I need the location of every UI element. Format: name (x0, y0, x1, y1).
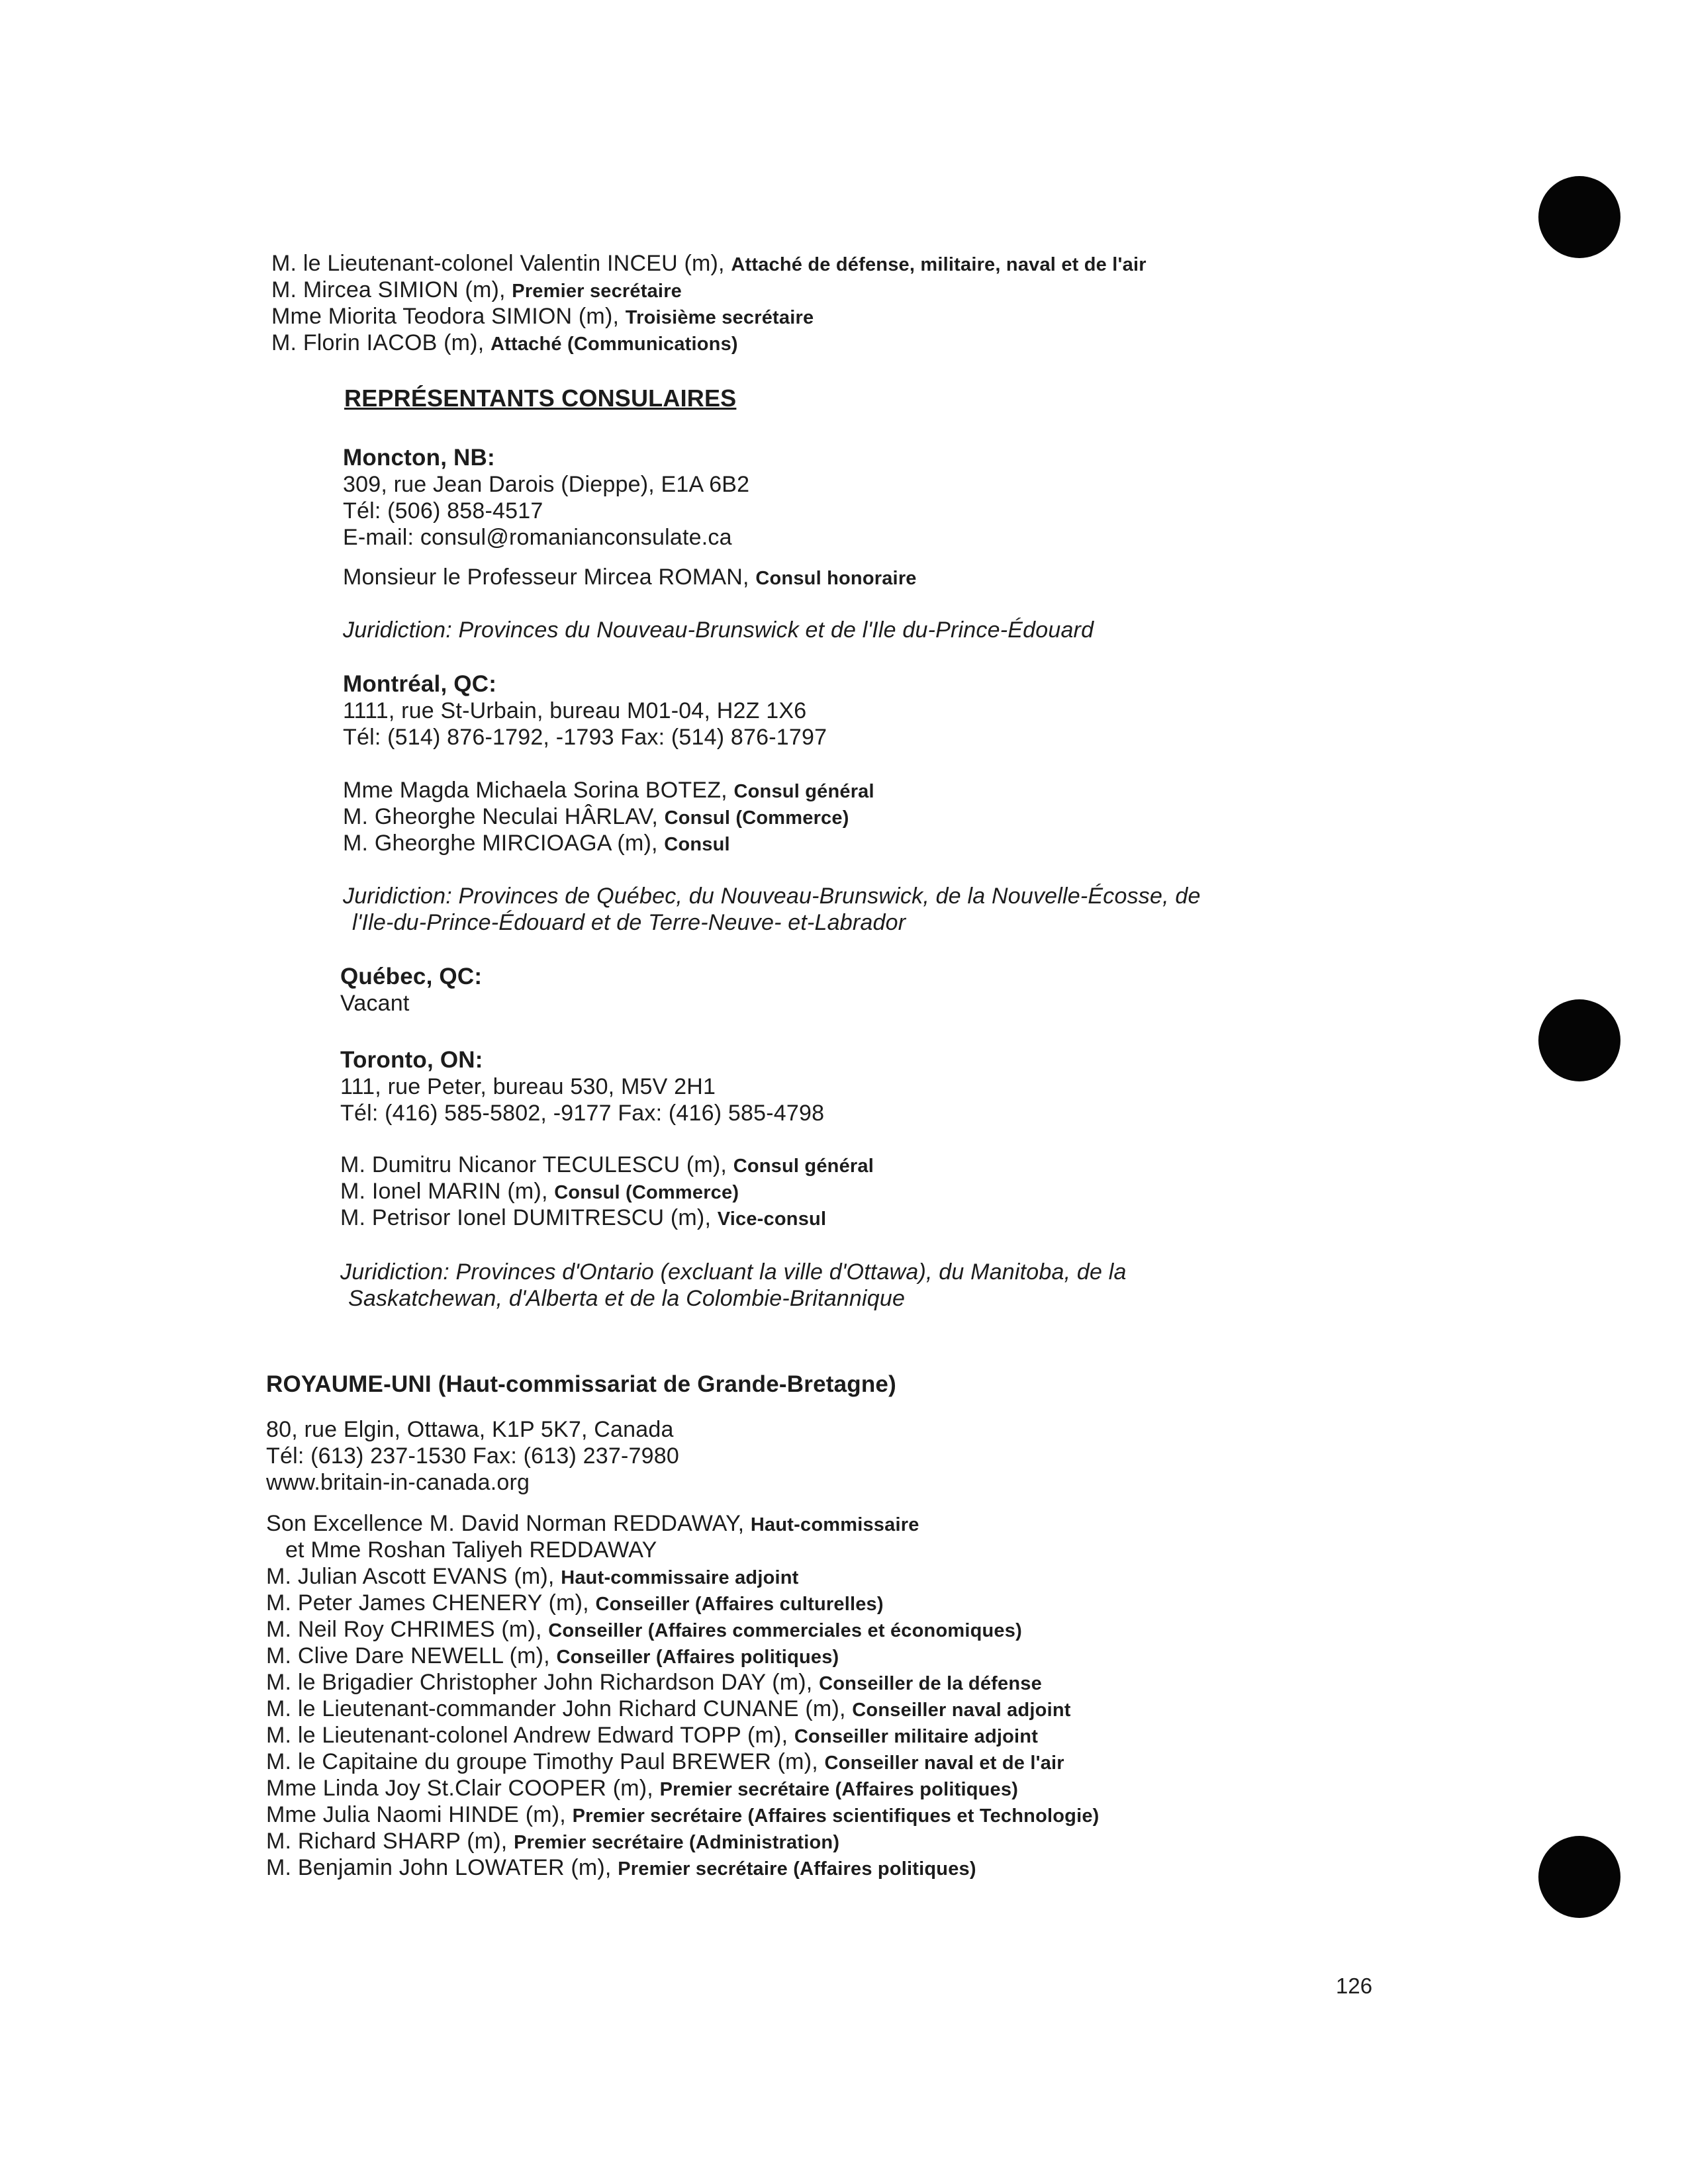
staff-title: Conseiller de la défense (819, 1673, 1042, 1694)
punch-hole-middle (1538, 999, 1620, 1081)
staff-name: et Mme Roshan Taliyeh REDDAWAY (266, 1537, 657, 1563)
staff-line (343, 803, 849, 831)
staff-name: M. Dumitru Nicanor TECULESCU (m), (340, 1152, 733, 1177)
staff-name: M. Clive Dare NEWELL (m), (266, 1643, 557, 1668)
jurisdiction: l'Ile-du-Prince-Édouard et de Terre-Neuve- et-Labrador (352, 910, 906, 935)
staff-line (271, 277, 682, 304)
staff-line (266, 1775, 1018, 1803)
staff-line (343, 564, 917, 592)
staff-name: Monsieur le Professeur Mircea ROMAN, (343, 565, 756, 590)
staff-line (266, 1749, 1064, 1776)
staff-title: Conseiller (Affaires commerciales et économiques) (548, 1620, 1022, 1641)
staff-line (266, 1590, 884, 1617)
address: 1111, rue St-Urbain, bureau M01-04, H2Z 1X6 (343, 698, 807, 723)
staff-title: Premier secrétaire (Administration) (514, 1832, 840, 1853)
address: 111, rue Peter, bureau 530, M5V 2H1 (340, 1074, 716, 1099)
staff-name: Mme Linda Joy St.Clair COOPER (m), (266, 1776, 660, 1801)
staff-line (340, 1152, 874, 1179)
staff-line (343, 830, 730, 858)
staff-name: Mme Julia Naomi HINDE (m), (266, 1802, 573, 1827)
staff-name: M. Julian Ascott EVANS (m), (266, 1564, 561, 1589)
staff-title: Premier secrétaire (Affaires scientifiques et Technologie) (572, 1805, 1100, 1827)
staff-line (266, 1563, 799, 1591)
staff-title: Conseiller (Affaires culturelles) (595, 1594, 884, 1615)
staff-title: Conseiller militaire adjoint (794, 1726, 1039, 1747)
staff-title: Conseiller naval adjoint (852, 1700, 1071, 1721)
phone: Tél: (416) 585-5802, -9177 Fax: (416) 585-4798 (340, 1101, 825, 1126)
staff-title: Premier secrétaire (512, 281, 682, 302)
jurisdiction: Juridiction: Provinces du Nouveau-Brunswick et de l'Ile du-Prince-Édouard (343, 617, 1094, 643)
staff-line (266, 1669, 1042, 1697)
email: E-mail: consul@romanianconsulate.ca (343, 525, 732, 550)
punch-hole-bottom (1538, 1836, 1620, 1918)
staff-name: M. Ionel MARIN (m), (340, 1179, 555, 1204)
staff-line (340, 1178, 739, 1206)
staff-name: M. Florin IACOB (m), (271, 330, 491, 355)
staff-name: Mme Miorita Teodora SIMION (m), (271, 304, 626, 329)
address: 309, rue Jean Darois (Dieppe), E1A 6B2 (343, 472, 750, 497)
staff-title: Consul (Commerce) (554, 1182, 739, 1203)
phone: Tél: (506) 858-4517 (343, 498, 543, 523)
staff-name: M. Benjamin John LOWATER (m), (266, 1855, 618, 1880)
staff-line (340, 1205, 826, 1232)
staff-line (266, 1722, 1038, 1750)
staff-line (266, 1696, 1071, 1723)
staff-line (266, 1537, 657, 1565)
staff-line (266, 1801, 1100, 1829)
staff-title: Conseiller naval et de l'air (824, 1752, 1064, 1774)
staff-title: Premier secrétaire (Affaires politiques) (659, 1779, 1019, 1800)
staff-title: Consul (Commerce) (664, 807, 849, 829)
address: 80, rue Elgin, Ottawa, K1P 5K7, Canada (266, 1417, 674, 1442)
staff-name: M. le Brigadier Christopher John Richardson DAY (m), (266, 1670, 820, 1695)
jurisdiction: Saskatchewan, d'Alberta et de la Colombie-Britannique (348, 1286, 906, 1311)
staff-name: M. le Capitaine du groupe Timothy Paul BREWER (m), (266, 1749, 825, 1774)
staff-line (343, 777, 874, 805)
staff-name: M. Neil Roy CHRIMES (m), (266, 1617, 549, 1642)
punch-hole-top (1538, 176, 1620, 258)
status: Vacant (340, 991, 410, 1016)
section-heading: REPRÉSENTANTS CONSULAIRES (344, 385, 737, 412)
jurisdiction: Juridiction: Provinces de Québec, du Nouveau-Brunswick, de la Nouvelle-Écosse, de (343, 884, 1201, 909)
staff-title: Haut-commissaire adjoint (561, 1567, 799, 1588)
staff-name: M. Richard SHARP (m), (266, 1829, 514, 1854)
staff-name: M. Peter James CHENERY (m), (266, 1590, 596, 1615)
staff-line (271, 330, 738, 357)
staff-line (266, 1854, 976, 1882)
phone: Tél: (514) 876-1792, -1793 Fax: (514) 876-1797 (343, 725, 827, 750)
staff-title: Troisième secrétaire (625, 307, 814, 328)
staff-title: Attaché (Communications) (491, 334, 738, 355)
page-number: 126 (1336, 1974, 1373, 1998)
staff-title: Attaché de défense, militaire, naval et de l'air (731, 254, 1147, 275)
city-heading: Montréal, QC: (343, 671, 497, 697)
staff-line (266, 1643, 839, 1670)
staff-name: M. Petrisor Ionel DUMITRESCU (m), (340, 1205, 718, 1230)
country-heading: ROYAUME-UNI (Haut-commissariat de Grande-Bretagne) (266, 1371, 896, 1397)
staff-name: M. Gheorghe Neculai HÂRLAV, (343, 804, 665, 829)
staff-title: Consul général (733, 781, 874, 802)
staff-line (271, 250, 1147, 278)
staff-title: Vice-consul (717, 1208, 827, 1230)
staff-name: M. Mircea SIMION (m), (271, 277, 512, 302)
phone: Tél: (613) 237-1530 Fax: (613) 237-7980 (266, 1443, 679, 1469)
staff-title: Consul (664, 834, 730, 855)
staff-name: M. le Lieutenant-commander John Richard CUNANE (m), (266, 1696, 853, 1721)
staff-name: M. le Lieutenant-colonel Valentin INCEU (m), (271, 251, 731, 276)
city-heading: Québec, QC: (340, 964, 483, 989)
staff-line (266, 1616, 1022, 1644)
staff-name: Mme Magda Michaela Sorina BOTEZ, (343, 778, 734, 803)
city-heading: Toronto, ON: (340, 1047, 483, 1073)
staff-title: Haut-commissaire (750, 1514, 919, 1535)
staff-line (266, 1828, 839, 1856)
staff-line (271, 303, 814, 331)
staff-line (266, 1510, 919, 1538)
staff-name: M. le Lieutenant-colonel Andrew Edward TOPP (m), (266, 1723, 794, 1748)
staff-title: Consul honoraire (755, 568, 917, 589)
staff-name: Son Excellence M. David Norman REDDAWAY, (266, 1511, 751, 1536)
staff-title: Consul général (733, 1156, 874, 1177)
staff-title: Premier secrétaire (Affaires politiques) (618, 1858, 976, 1880)
staff-title: Conseiller (Affaires politiques) (556, 1647, 839, 1668)
website: www.britain-in-canada.org (266, 1470, 530, 1495)
jurisdiction: Juridiction: Provinces d'Ontario (excluant la ville d'Ottawa), du Manitoba, de la (340, 1259, 1127, 1285)
staff-name: M. Gheorghe MIRCIOAGA (m), (343, 831, 665, 856)
city-heading: Moncton, NB: (343, 445, 495, 471)
